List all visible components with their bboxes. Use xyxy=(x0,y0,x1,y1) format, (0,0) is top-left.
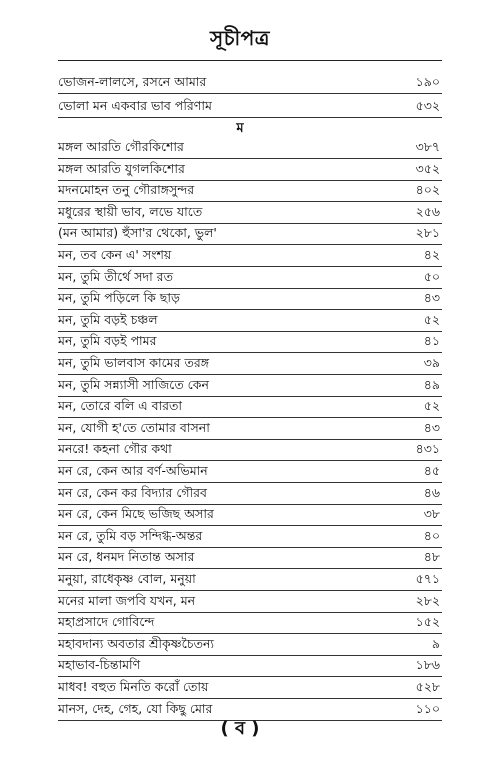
index-entry xyxy=(58,288,442,310)
index-entry xyxy=(58,677,442,699)
entry-title: মধুরের স্থায়ী ভাব, লভে যাতে xyxy=(58,203,203,219)
index-entry xyxy=(58,331,442,353)
entry-page-number: ২৮১ xyxy=(415,225,440,241)
index-entry xyxy=(58,353,442,375)
index-entry xyxy=(58,72,442,94)
entry-title: মনুয়া, রাধেকৃষ্ণ বোল, মনুয়া xyxy=(58,571,196,586)
entry-page-number: ১৯০ xyxy=(415,74,440,89)
entry-title: মন, তুমি বড়ই পামর xyxy=(58,333,157,349)
entry-page-number: ৪৬ xyxy=(423,484,440,500)
index-entry xyxy=(58,483,442,505)
entry-page-number: ৩৮৭ xyxy=(415,139,440,154)
entry-page-number: ৪৩ xyxy=(423,419,440,435)
entry-page-number: ৪২ xyxy=(423,247,440,262)
entry-page-number: ৪৩ xyxy=(423,290,440,306)
index-entry xyxy=(58,461,442,483)
index-entry xyxy=(58,180,442,202)
index-entry xyxy=(58,418,442,440)
entry-page-number: ১১০ xyxy=(415,700,440,716)
entry-page-number: ৩৮ xyxy=(423,506,440,522)
entry-title: মন রে, কেন মিছে ভজিছ অসার xyxy=(58,506,214,522)
entry-title: ভোলা মন একবার ভাব পরিণাম xyxy=(58,97,212,113)
entry-page-number: ৫২ xyxy=(423,398,440,414)
entry-title: মন, তুমি ভালবাস কামের তরঙ্গ xyxy=(58,355,210,370)
entry-page-number: ৪০ xyxy=(423,527,440,543)
entry-title: মনরে! কহনা গৌর কথা xyxy=(58,441,172,457)
index-entry xyxy=(58,137,442,159)
index-entry xyxy=(58,223,442,245)
entry-page-number: ৪৩১ xyxy=(415,441,440,457)
index-entry xyxy=(58,396,442,418)
index-entry xyxy=(58,634,442,656)
entry-title: মন, যোগী হ'তে তোমার বাসনা xyxy=(58,419,210,435)
entry-page-number: ৩৫২ xyxy=(415,160,440,176)
entry-title: মঙ্গল আরতি গৌরকিশোর xyxy=(58,139,184,154)
title-rule xyxy=(58,60,442,61)
entry-title: মন রে, তুমি বড় সন্দিগ্ধ-অন্তর xyxy=(58,527,203,543)
entry-title: মহাভাব-চিন্তামণি xyxy=(58,657,141,673)
entry-title: মন, তুমি বড়ই চঞ্চল xyxy=(58,311,158,327)
entry-divider xyxy=(58,93,442,94)
index-entry xyxy=(58,96,442,118)
entry-page-number: ১৮৬ xyxy=(415,657,440,673)
entry-divider xyxy=(58,117,442,118)
index-entry xyxy=(58,655,442,677)
index-entry xyxy=(58,526,442,548)
entry-title: মন, তব কেন এ' সংশয় xyxy=(58,247,172,262)
entry-title: মন রে, কেন কর বিদ্যার গৌরব xyxy=(58,484,207,500)
entry-title: মহাপ্রসাদে গোবিন্দে xyxy=(58,614,155,630)
entry-title: মন, তুমি পড়িলে কি ছাড় xyxy=(58,290,180,306)
page-marker: ( ব ) xyxy=(220,718,260,739)
entry-page-number: ৪৯ xyxy=(423,376,440,392)
entry-title: মঙ্গল আরতি যুগলকিশোর xyxy=(58,160,185,176)
entry-title: মন, তুমি তীর্থে সদা রত xyxy=(58,268,173,284)
section-letter: ম xyxy=(236,121,244,136)
entry-page-number: ৫৩২ xyxy=(415,97,440,113)
entry-title: মন রে, কেন আর বর্ণ-অভিমান xyxy=(58,463,208,478)
entry-page-number: ৩৯ xyxy=(423,355,440,370)
index-entry xyxy=(58,504,442,526)
index-entry xyxy=(58,439,442,461)
entry-title: মন, তোরে বলি এ বারতা xyxy=(58,398,183,414)
entry-page-number: ৫৭১ xyxy=(415,571,440,586)
index-entry xyxy=(58,591,442,613)
entry-title: মহাবদান্য অবতার শ্রীকৃষ্ণচৈতন্য xyxy=(58,635,215,651)
entry-page-number: ৫২৮ xyxy=(415,679,440,694)
entry-title: মন, তুমি সন্ন্যাসী সাজিতে কেন xyxy=(58,376,209,392)
entry-page-number: ৪০২ xyxy=(415,182,440,198)
entry-title: মাধব! বহুত মিনতি করোঁ তোয় xyxy=(58,679,209,694)
entry-title: (মন আমার) হুঁসা'র থেকো, ভুল' xyxy=(58,225,217,241)
entry-page-number: ৪১ xyxy=(423,333,440,349)
entry-title: মন রে, ধনমদ নিতান্ত অসার xyxy=(58,549,195,565)
entry-page-number: ৫০ xyxy=(423,268,440,284)
index-entry xyxy=(58,375,442,397)
index-entry xyxy=(58,245,442,267)
entry-title: মদনমোহন তনু গৌরাঙ্গসুন্দর xyxy=(58,182,195,198)
entry-page-number: ২৮২ xyxy=(415,592,440,608)
index-entry xyxy=(58,547,442,569)
index-entry xyxy=(58,159,442,181)
entry-page-number: ২৫৬ xyxy=(415,203,440,219)
index-entry xyxy=(58,310,442,332)
entry-title: মানস, দেহ, গেহ, যো কিছু মোর xyxy=(58,700,213,716)
index-entry xyxy=(58,612,442,634)
entry-page-number: ৫২ xyxy=(423,311,440,327)
index-entry xyxy=(58,267,442,289)
index-entry xyxy=(58,202,442,224)
entry-title: মনের মালা জপবি যখন, মন xyxy=(58,592,196,608)
entry-page-number: ৪৫ xyxy=(423,463,440,478)
entry-page-number: ৪৮ xyxy=(423,549,440,565)
entry-page-number: ১৫২ xyxy=(415,614,440,630)
entry-title: ভোজন-লালসে, রসনে আমার xyxy=(58,74,207,89)
index-entry xyxy=(58,569,442,591)
page-title: সূচীপত্র xyxy=(210,26,270,50)
entry-page-number: ৯ xyxy=(431,635,440,651)
